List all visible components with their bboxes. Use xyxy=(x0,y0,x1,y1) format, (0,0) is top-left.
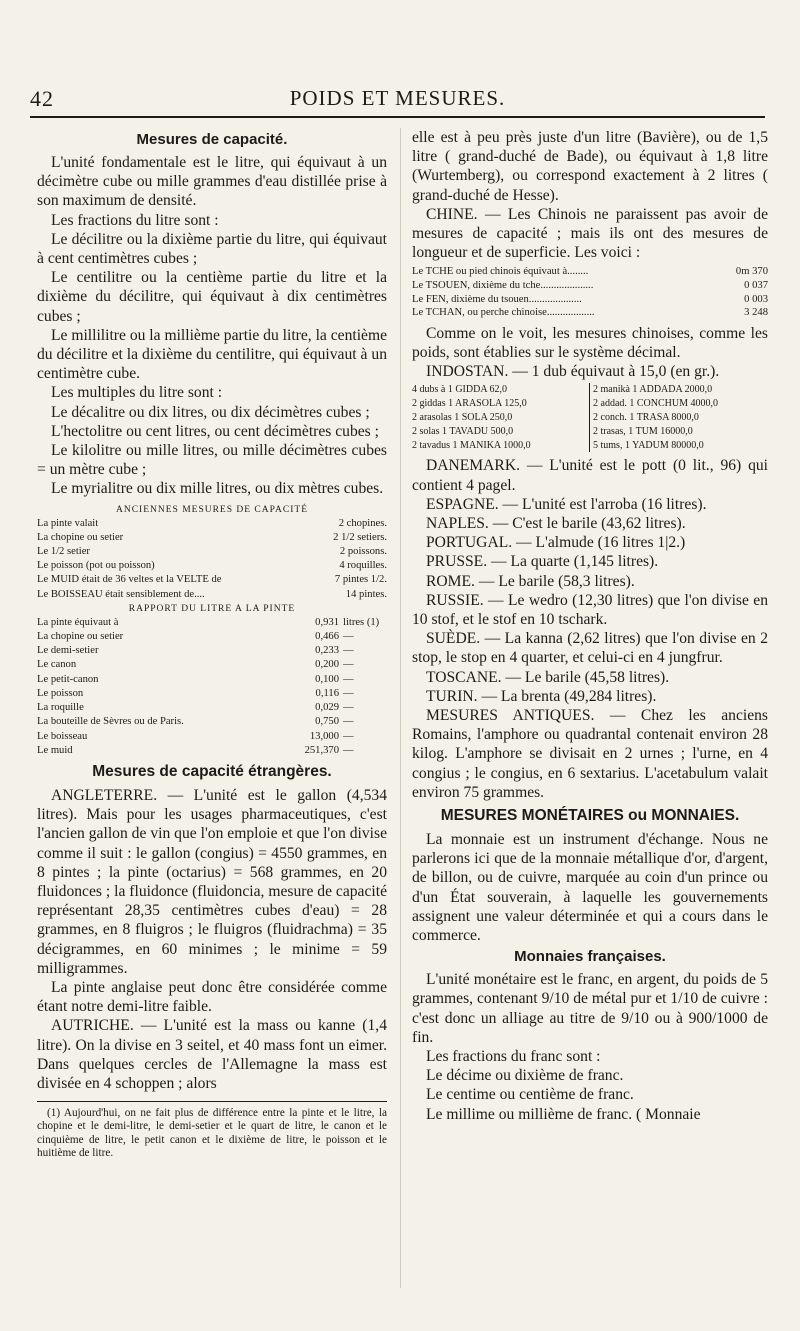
paragraph: TURIN. — La brenta (49,284 litres). xyxy=(426,687,657,705)
paragraph: Comme on le voit, les mesures chinoises, comme les poids, sont établies sur le système décimal. xyxy=(412,324,768,361)
table-row: Le poisson (pot ou poisson) 4 roquilles. xyxy=(37,560,387,572)
table-row: Le petit-canon 0,100 — xyxy=(37,673,354,685)
paragraph: Le décalitre ou dix litres, ou dix décimètres cubes ; xyxy=(51,403,370,421)
paragraph: Le kilolitre ou mille litres, ou mille décimètres cubes = un mètre cube ; xyxy=(37,442,387,479)
indostan-col-left xyxy=(412,383,590,452)
page-number: 42 xyxy=(30,86,54,111)
running-head: POIDS ET MESURES. xyxy=(289,86,506,110)
table-row: 2 trasas, 1 TUM 16000,0 xyxy=(593,425,693,437)
table-row: Le TSOUEN, dixième du tche.................... 0 037 xyxy=(412,280,768,292)
paragraph: Le centime ou centième de franc. xyxy=(426,1086,634,1104)
table-row: Le TCHE ou pied chinois équivaut à........ 0m 370 xyxy=(412,266,768,278)
paragraph: DANEMARK. — L'unité est le pott (0 lit., 96) qui contient 4 pagel. xyxy=(412,457,768,494)
paragraph: ROME. — Le barile (58,3 litres). xyxy=(426,572,635,590)
section-heading-french-coins: Monnaies françaises. xyxy=(514,948,666,966)
table-row: La pinte équivaut à 0,931 litres (1) xyxy=(37,616,380,628)
table-row: 2 addad. 1 CONCHUM 4000,0 xyxy=(593,398,718,410)
ratio-table xyxy=(37,616,387,758)
table-row: La chopine ou setier 2 1/2 setiers. xyxy=(37,531,387,543)
paragraph: CHINE. — Les Chinois ne paraissent pas avoir de mesures de capacité ; mais ils ont des mesures de longueur et de superficie. Les voici : xyxy=(412,205,768,262)
paragraph: Les fractions du litre sont : xyxy=(51,211,219,229)
paragraph: L'unité fondamentale est le litre, qui équivaut à un décimètre cube ou mille grammes d'eau distillée prise à son maximum de densité. xyxy=(37,154,387,210)
paragraph: PORTUGAL. — L'almude (16 litres 1|2.) xyxy=(426,534,686,552)
table-row: Le TCHAN, ou perche chinoise.................. 3 248 xyxy=(412,307,768,319)
table-row: Le canon 0,200 — xyxy=(37,659,354,671)
table-row: 2 solas 1 TAVADU 500,0 xyxy=(412,425,514,437)
section-heading-capacity: Mesures de capacité. xyxy=(136,131,288,148)
table-row: Le poisson 0,116 — xyxy=(37,687,354,699)
footnote: (1) Aujourd'hui, on ne fait plus de différence entre la pinte et le litre, la chopine et le demi-litre, le demi-setier et le quart de litre, le canon et le cinquième de litre, le petit canon et le dixième de litre, le poisson et le huitième de litre. xyxy=(37,1107,387,1160)
ancient-measures-title: ANCIENNES MESURES DE CAPACITÉ xyxy=(115,504,308,515)
paragraph: Le décime ou dixième de franc. xyxy=(426,1067,624,1085)
table-row: Le FEN, dixième du tsouen.................... 0 003 xyxy=(412,293,768,305)
table-row: 4 dubs à 1 GIDDA 62,0 xyxy=(412,384,507,396)
paragraph: La pinte anglaise peut donc être considérée comme étant notre demi-litre faible. xyxy=(37,978,387,1016)
paragraph: SUÈDE. — La kanna (2,62 litres) que l'on divise en 2 stop, le stop en 4 quarter, et celui-ci en 4 jungfrur. xyxy=(412,630,768,667)
indostan-table xyxy=(412,383,768,452)
table-row: 2 giddas 1 ARASOLA 125,0 xyxy=(412,398,527,410)
paragraph: RUSSIE. — Le wedro (12,30 litres) que l'on divise en 10 stof, et le stof en 10 tschark. xyxy=(412,591,768,629)
paragraph: L'unité monétaire est le franc, en argent, du poids de 5 grammes, contenant 9/10 de métal pur et 1/10 de cuivre : c'est donc un alliage au titre de 9/10 ou à 900/1000 de fin. xyxy=(412,971,768,1046)
paragraph: Le décilitre ou la dixième partie du litre, qui équivaut à cent centimètres cubes ; xyxy=(37,230,387,268)
section-heading-foreign: Mesures de capacité étrangères. xyxy=(92,762,332,780)
table-row: 5 tums, 1 YADUM 80000,0 xyxy=(593,439,704,451)
paragraph: Le millime ou millième de franc. ( Monnaie xyxy=(426,1105,701,1123)
paragraph: ANGLETERRE. — L'unité est le gallon (4,534 litres). Mais pour les usages pharmaceutiques, c'est l'ancien gallon de vin que l'on emploie et que l'on divise comme il suit : le gallon (congius) = 4550 grammes, en 8 pintes ; la pinte (octarius) = 568 grammes, en 20 fluidonces ; la fluidonce (fluidoncia, mesure de capacité représentant 28,35 centimètres cubes d'eau) = 28 grammes, en 8 fluigros ; le fluigros (fluidrachma) = 35 décigrammes, en 60 minimes ; le minime = 59 milligrammes. xyxy=(37,786,387,977)
table-row: Le BOISSEAU était sensiblement de.... 14 pintes. xyxy=(37,588,387,600)
table-row: La bouteille de Sèvres ou de Paris. 0,750 — xyxy=(37,716,354,728)
column-divider xyxy=(400,128,401,1288)
page-header xyxy=(30,86,765,112)
table-row: Le boisseau 13,000 — xyxy=(37,730,354,742)
china-table xyxy=(412,265,768,319)
paragraph: La monnaie est un instrument d'échange. Nous ne parlerons ici que de la monnaie métallique d'or, d'argent, de billon, ou de cuivre, marquée au coin d'un prince ou d'un État souverain, à laquelle les gouvernements assignent une valeur déterminée et qui a cours dans le commerce. xyxy=(412,831,768,945)
table-row: 2 tavadus 1 MANIKA 1000,0 xyxy=(412,439,531,451)
paragraph: AUTRICHE. — L'unité est la mass ou kanne (1,4 litre). On la divise en 3 seitel, et 40 mass font un eimer. Dans quelques cercles de l'Allemagne la mass est divisée en 4 schoppen ; alors xyxy=(37,1017,387,1092)
paragraph: NAPLES. — C'est le barile (43,62 litres). xyxy=(426,515,686,532)
paragraph: L'hectolitre ou cent litres, ou cent décimètres cubes ; xyxy=(51,422,379,440)
table-row: 2 conch. 1 TRASA 8000,0 xyxy=(593,412,699,423)
paragraph: Le millilitre ou la millième partie du litre, la centième du décilitre et la dixième du centilitre, qui équivaut à un centimètre cube. xyxy=(37,326,388,383)
table-row: La pinte valait 2 chopines. xyxy=(37,517,387,529)
table-row: 2 arasolas 1 SOLA 250,0 xyxy=(412,412,513,423)
paragraph: TOSCANE. — Le barile (45,58 litres). xyxy=(426,668,670,686)
table-row: Le MUID était de 36 veltes et la VELTE de 7 pintes 1/2. xyxy=(37,574,387,586)
table-row: Le demi-setier 0,233 — xyxy=(37,645,354,657)
table-row: Le 1/2 setier 2 poissons. xyxy=(37,546,387,558)
footnote-rule xyxy=(37,1101,387,1102)
paragraph: Les multiples du litre sont : xyxy=(51,384,223,402)
paragraph: INDOSTAN. — 1 dub équivaut à 15,0 (en gr.). xyxy=(426,363,720,381)
right-column xyxy=(412,128,768,1124)
paragraph: ESPAGNE. — L'unité est l'arroba (16 litres). xyxy=(426,495,707,513)
table-row: La roquille 0,029 — xyxy=(37,702,354,714)
table-row: La chopine ou setier 0,466 — xyxy=(37,631,354,643)
table-row: 2 manikà 1 ADDADA 2000,0 xyxy=(593,384,713,396)
table-row: Le muid 251,370 — xyxy=(37,744,354,756)
ancient-measures-table xyxy=(37,517,387,602)
paragraph: Le centilitre ou la centième partie du litre et la dixième du décilitre, qui équivaut à dix centimètres cubes ; xyxy=(37,269,387,325)
paragraph: Le myrialitre ou dix mille litres, ou dix mètres cubes. xyxy=(51,480,384,498)
header-rule xyxy=(30,116,765,118)
paragraph: elle est à peu près juste d'un litre (Bavière), ou de 1,5 litre ( grand-duché de Bade), ou équivaut à 1,8 litre (Wurtemberg), ou correspond exactement à 2 litres ( grand-duché de Hesse). xyxy=(412,129,768,204)
paragraph: PRUSSE. — La quarte (1,145 litres). xyxy=(426,553,659,571)
ratio-title: RAPPORT DU LITRE A LA PINTE xyxy=(128,603,296,614)
left-column xyxy=(37,128,387,1160)
paragraph: MESURES ANTIQUES. — Chez les anciens Romains, l'amphore ou quadrantal contenait environ 28 kilog. L'amphore se divisait en 2 urnes ; l'urne, en 4 congius ; le congius, en 6 sextarius. L'acetabulum valait environ 75 grammes. xyxy=(412,707,768,801)
paragraph: Les fractions du franc sont : xyxy=(426,1048,601,1066)
indostan-col-right xyxy=(590,383,768,452)
section-heading-money: MESURES MONÉTAIRES ou MONNAIES. xyxy=(440,807,740,825)
